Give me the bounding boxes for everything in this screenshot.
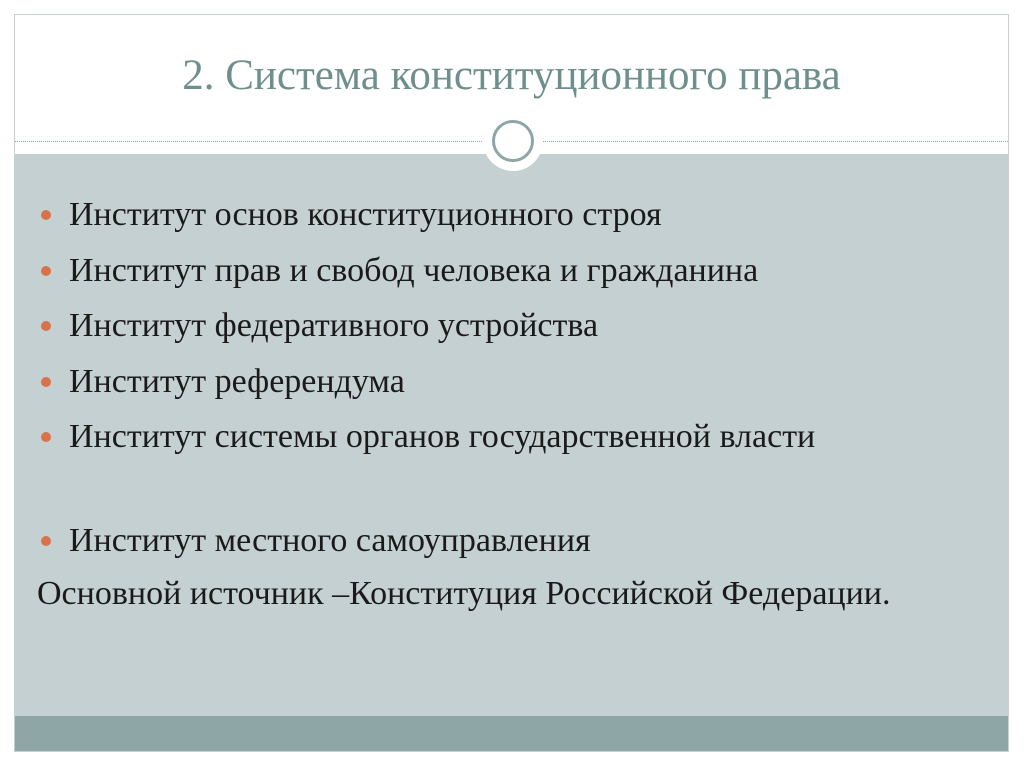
list-item-text: Институт основ конституционного строя bbox=[69, 196, 662, 233]
content-area bbox=[15, 154, 1008, 716]
list-item-text: Институт референдума bbox=[69, 363, 405, 400]
list-item-text: Институт федеративного устройства bbox=[69, 307, 599, 344]
list-item bbox=[69, 246, 969, 295]
bullet-icon bbox=[41, 210, 51, 220]
circle-ring-icon bbox=[483, 111, 543, 171]
list-item bbox=[69, 516, 969, 565]
list-item bbox=[69, 301, 969, 350]
footer-band bbox=[15, 716, 1008, 751]
bullet-icon bbox=[41, 377, 51, 387]
list-item-text: Институт местного самоуправления bbox=[69, 522, 591, 559]
bullet-icon bbox=[41, 266, 51, 276]
source-note: Основной источник –Конституция Российской Федерации. bbox=[37, 575, 891, 612]
ring-icon bbox=[492, 120, 534, 162]
list-item bbox=[69, 190, 969, 239]
list-item bbox=[69, 412, 889, 461]
bullet-icon bbox=[41, 321, 51, 331]
list-item-text: Институт прав и свобод человека и гражданина bbox=[69, 252, 759, 289]
slide bbox=[14, 14, 1009, 752]
slide-title: 2. Система конституционного права bbox=[182, 52, 841, 99]
list-item-text: Институт системы органов государственной власти bbox=[69, 418, 816, 455]
list-item bbox=[69, 357, 969, 406]
bullet-icon bbox=[41, 536, 51, 546]
bullet-icon bbox=[41, 432, 51, 442]
